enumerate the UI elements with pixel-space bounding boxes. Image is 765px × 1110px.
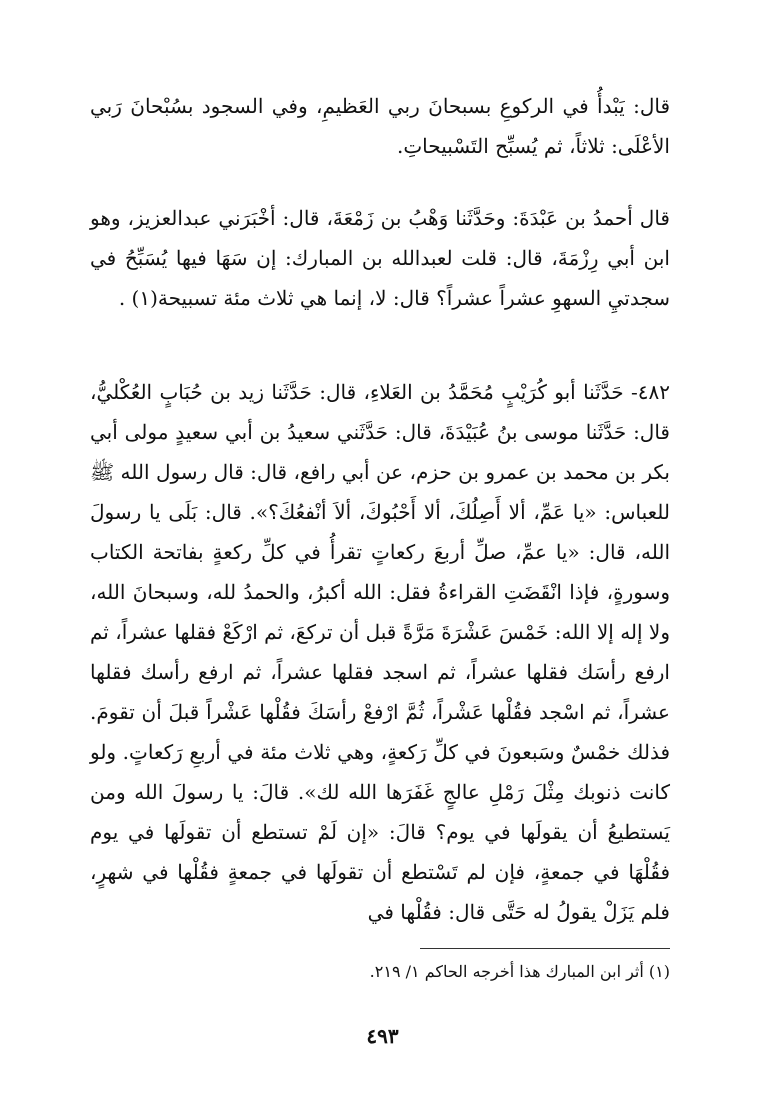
paragraph-2: قال أحمدُ بن عَبْدَةَ: وحَدَّثَنا وَهْبُ بن زَمْعَةَ، قال: أخْبَرَني عبدالعزيز، وهو ابن أبي رِزْمَةَ، قال: قلت لعبدالله بن المبارك: إن سَهَا فيها يُسَبِّحُ في سجدتيِ السهوِ عشراً عشراً؟ قال: لا، إنما هي ثلاث مئة تسبيحة(١) .	[90, 206, 670, 310]
hadith-482-paragraph: ٤٨٢- حَدَّثَنا أبو كُرَيْبٍ مُحَمَّدُ بن العَلاءِ، قال: حَدَّثَنا زيد بن حُبَابٍ العُكْليُّ، قال: حَدَّثَنا موسى بنُ عُبَيْدَةَ، قال: حَدَّثَني سعيدُ بن أبي سعيدٍ مولى أبي بكر بن محمد بن عمرو بن حزم، عن أبي رافع، قال: قال رسول الله ﷺ للعباس: «يا عَمِّ، ألا أَصِلُكَ، ألا أَحْبُوكَ، ألاَ أنْفعُكَ؟». قال: بَلَى يا رسولَ الله، قال: «يا عمِّ، صلِّ أربعَ ركعاتٍ تقرأُ في كلِّ ركعةٍ بفاتحة الكتاب وسورةٍ، فإذا انْقَضَتِ القراءةُ فقل: الله أكبرُ، والحمدُ لله، وسبحانَ الله، ولا إله إلا الله: خَمْسَ عَشْرَةَ مَرَّةً قبل أن تركعَ، ثم ارْكَعْ فقلها عشراً، ثم ارفع رأسَك فقلها عشراً، ثم اسجد فقلها عشراً، ثم ارفع رأسك فقلها عشراً، ثم اسْجد فقُلْها عَشْراً، ثُمَّ ارْفعْ رأسَكَ فقُلْها عَشْراً قبلَ أن تقومَ. فذلك خمْسٌ وسَبعونَ في كلِّ رَكعةٍ، وهي ثلاث مئة في أربعِ رَكعاتٍ. ولو كانت ذنوبك مِثْلَ رَمْلِ عالجٍ غَفَرَها الله لك». قالَ: يا رسولَ الله ومن يَستطيعُ أن يقولَها في يوم؟ قالَ: «إن لَمْ تستطع أن تقولَها في يوم فقُلْهَا في جمعةٍ، فإن لم تَسْتطع أن تقولَها في جمعةٍ فقُلْها في شهرٍ، فلم يَزَلْ يقولُ له حَتَّى قال: فقُلْها في	[90, 380, 670, 924]
footnote: (١) أثر ابن المبارك هذا أخرجه الحاكم ١/ ٢١٩.	[369, 962, 670, 981]
page-number: ٤٩٣	[366, 1024, 399, 1048]
footnote-divider	[420, 948, 670, 949]
paragraph-1: قال: يَبْدأُ في الركوعِ بسبحانَ ربي العَظيمِ، وفي السجود بسُبْحانَ رَبي الأعْلَى: ثلاثاً، ثم يُسبِّح التَسْبيحاتِ.	[90, 94, 670, 158]
